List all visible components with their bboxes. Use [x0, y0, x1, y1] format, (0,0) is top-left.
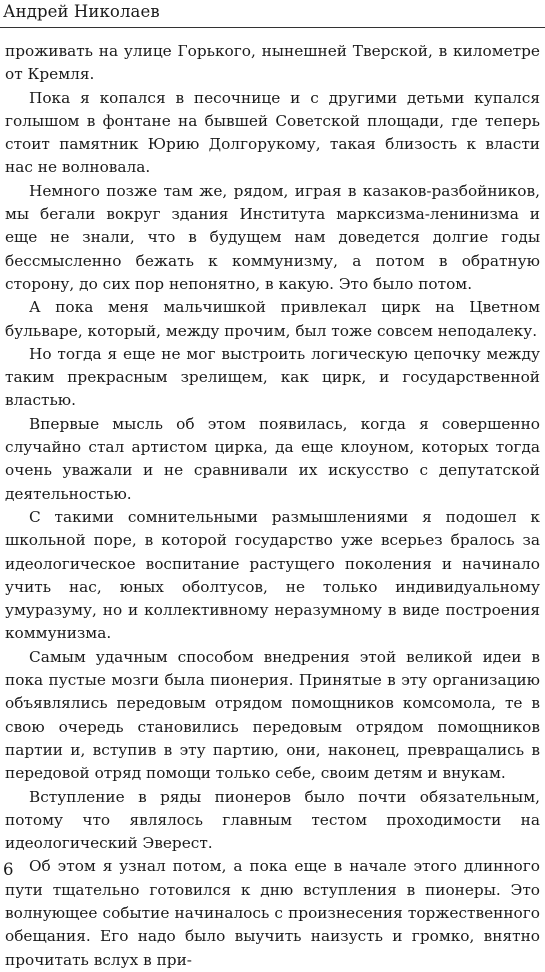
paragraph: Пока я копался в песочнице и с другими детьми купался голышом в фонтане на бывшей Советской площади, где теперь стоит памятник Юрию Долгорукому, такая близость к власти нас не волновала.	[5, 88, 540, 177]
paragraph: Впервые мысль об этом появилась, когда я совершенно случайно стал артистом цирка, да еще клоуном, которых тогда очень уважали и не сравнивали их искусство с депутатской деятельностью.	[5, 414, 540, 503]
page-number: 6	[3, 860, 14, 879]
paragraph: С такими сомнительными размышлениями я подошел к школьной поре, в которой государство уже всерьез бралось за идеологическое воспитание растущего поколения и начинало учить нас, юных оболтусов, не только индивидуальному умуразуму, но и коллективному неразумному в виде построения коммунизма.	[5, 507, 540, 643]
paragraph: Вступление в ряды пионеров было почти обязательным, потому что являлось главным тестом проходимости на идеологический Эверест.	[5, 787, 540, 853]
paragraph: Самым удачным способом внедрения этой великой идеи в пока пустые мозги была пионерия. Принятые в эту организацию объявлялись передовым отрядом помощников комсомола, те в свою очередь становились передовым отрядом помощников партии и, вступив в эту партию, они, наконец, превращались в передовой отряд помощи только себе, своим детям и внукам.	[5, 647, 540, 783]
paragraph: Об этом я узнал потом, а пока еще в начале этого длинного пути тщательно готовился к дню вступления в пионеры. Это волнующее событие начиналось с произнесения торжественного обещания. Его надо было выучить наизусть и громко, внятно прочитать вслух в при-	[5, 857, 540, 969]
paragraph: проживать на улице Горького, нынешней Тверской, в километре от Кремля.	[5, 42, 540, 84]
paragraph: А пока меня мальчишкой привлекал цирк на Цветном бульваре, который, между прочим, был тоже совсем неподалеку.	[5, 298, 540, 340]
paragraph: Но тогда я еще не мог выстроить логическую цепочку между таким прекрасным зрелищем, как цирк, и государственной властью.	[5, 344, 540, 410]
body-text	[5, 40, 540, 972]
header-rule	[0, 27, 545, 28]
paragraph: Немного позже там же, рядом, играя в казаков-разбойников, мы бегали вокруг здания Института марксизма-ленинизма и еще не знали, что в будущем нам доведется долгие годы бессмысленно бежать к коммунизму, а потом в обратную сторону, до сих пор непонятно, в какую. Это было потом.	[5, 181, 540, 293]
running-head-author: Андрей Николаев	[3, 2, 160, 21]
